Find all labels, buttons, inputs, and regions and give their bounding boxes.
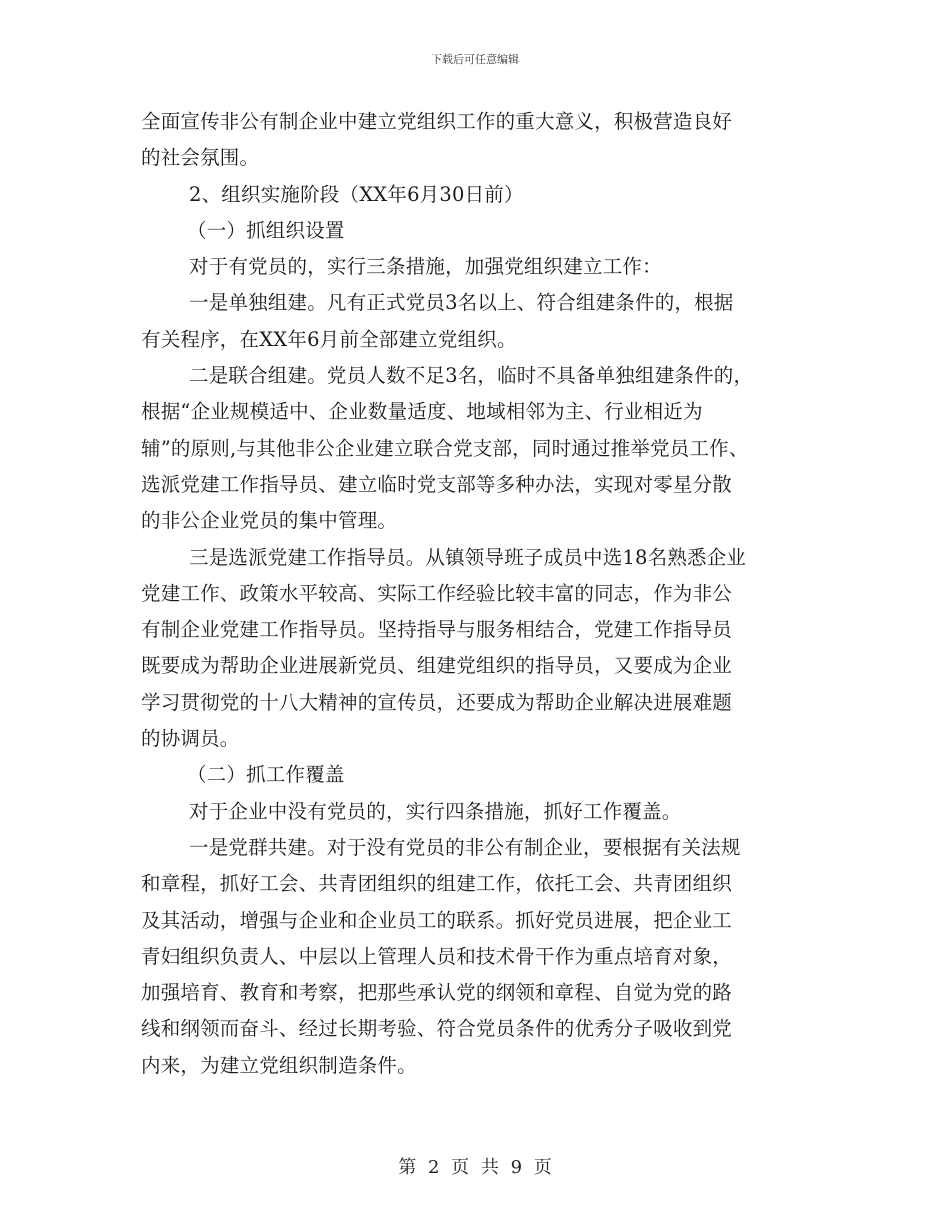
body-line: 有关程序，在XX年6月前全部建立党组织。: [141, 327, 517, 351]
body-line: 线和纲领而奋斗、经过长期考验、符合党员条件的优秀分子吸收到党: [141, 1017, 733, 1041]
page-number: 第 2 页 共 9 页: [398, 1157, 552, 1178]
body-line: 根据“企业规模适中、企业数量适度、地域相邻为主、行业相近为: [141, 400, 703, 424]
subsection-heading: （二）抓工作覆盖: [187, 763, 345, 787]
body-line: 有制企业党建工作指导员。坚持指导与服务相结合，党建工作指导员: [141, 618, 733, 642]
body-line: 辅”的原则,与其他非公企业建立联合党支部，同时通过推举党员工作、: [141, 436, 749, 460]
body-line: 党建工作、政策水平较高、实际工作经验比较丰富的同志，作为非公: [141, 581, 733, 605]
body-line: 的非公企业党员的集中管理。: [141, 509, 398, 533]
body-line: 对于有党员的，实行三条措施，加强党组织建立工作：: [189, 255, 662, 279]
document-body: [141, 104, 809, 1084]
body-line: 学习贯彻党的十八大精神的宣传员，还要成为帮助企业解决进展难题: [141, 690, 733, 714]
body-line: 和章程，抓好工会、共青团组织的组建工作，依托工会、共青团组织: [141, 872, 733, 896]
body-line: 选派党建工作指导员、建立临时党支部等多种办法，实现对零星分散: [141, 472, 733, 496]
body-line: 一是党群共建。对于没有党员的非公有制企业，要根据有关法规: [189, 835, 741, 859]
body-line: 的协调员。: [141, 727, 240, 751]
body-line: 三是选派党建工作指导员。从镇领导班子成员中选18名熟悉企业: [189, 545, 747, 569]
body-line: 二是联合组建。党员人数不足3名，临时不具备单独组建条件的，: [189, 364, 754, 388]
body-line: 内来，为建立党组织制造条件。: [141, 1053, 417, 1077]
page-header: 下载后可任意编辑: [431, 53, 519, 66]
body-line: 加强培育、教育和考察，把那些承认党的纲领和章程、自觉为党的路: [141, 981, 733, 1005]
section-heading: 2、组织实施阶段（XX年6月30日前）: [189, 182, 524, 206]
body-line: 一是单独组建。凡有正式党员3名以上、符合组建条件的，根据: [189, 291, 734, 315]
body-line: 的社会氛围。: [141, 146, 260, 170]
body-line: 既要成为帮助企业进展新党员、组建党组织的指导员，又要成为企业: [141, 654, 733, 678]
body-line: 及其活动，增强与企业和企业员工的联系。抓好党员进展，把企业工: [141, 908, 733, 932]
subsection-heading: （一）抓组织设置: [187, 218, 345, 242]
body-line: 对于企业中没有党员的，实行四条措施，抓好工作覆盖。: [189, 799, 682, 823]
body-line: 全面宣传非公有制企业中建立党组织工作的重大意义，积极营造良好: [141, 110, 733, 133]
body-line: 青妇组织负责人、中层以上管理人员和技术骨干作为重点培育对象，: [141, 944, 733, 968]
